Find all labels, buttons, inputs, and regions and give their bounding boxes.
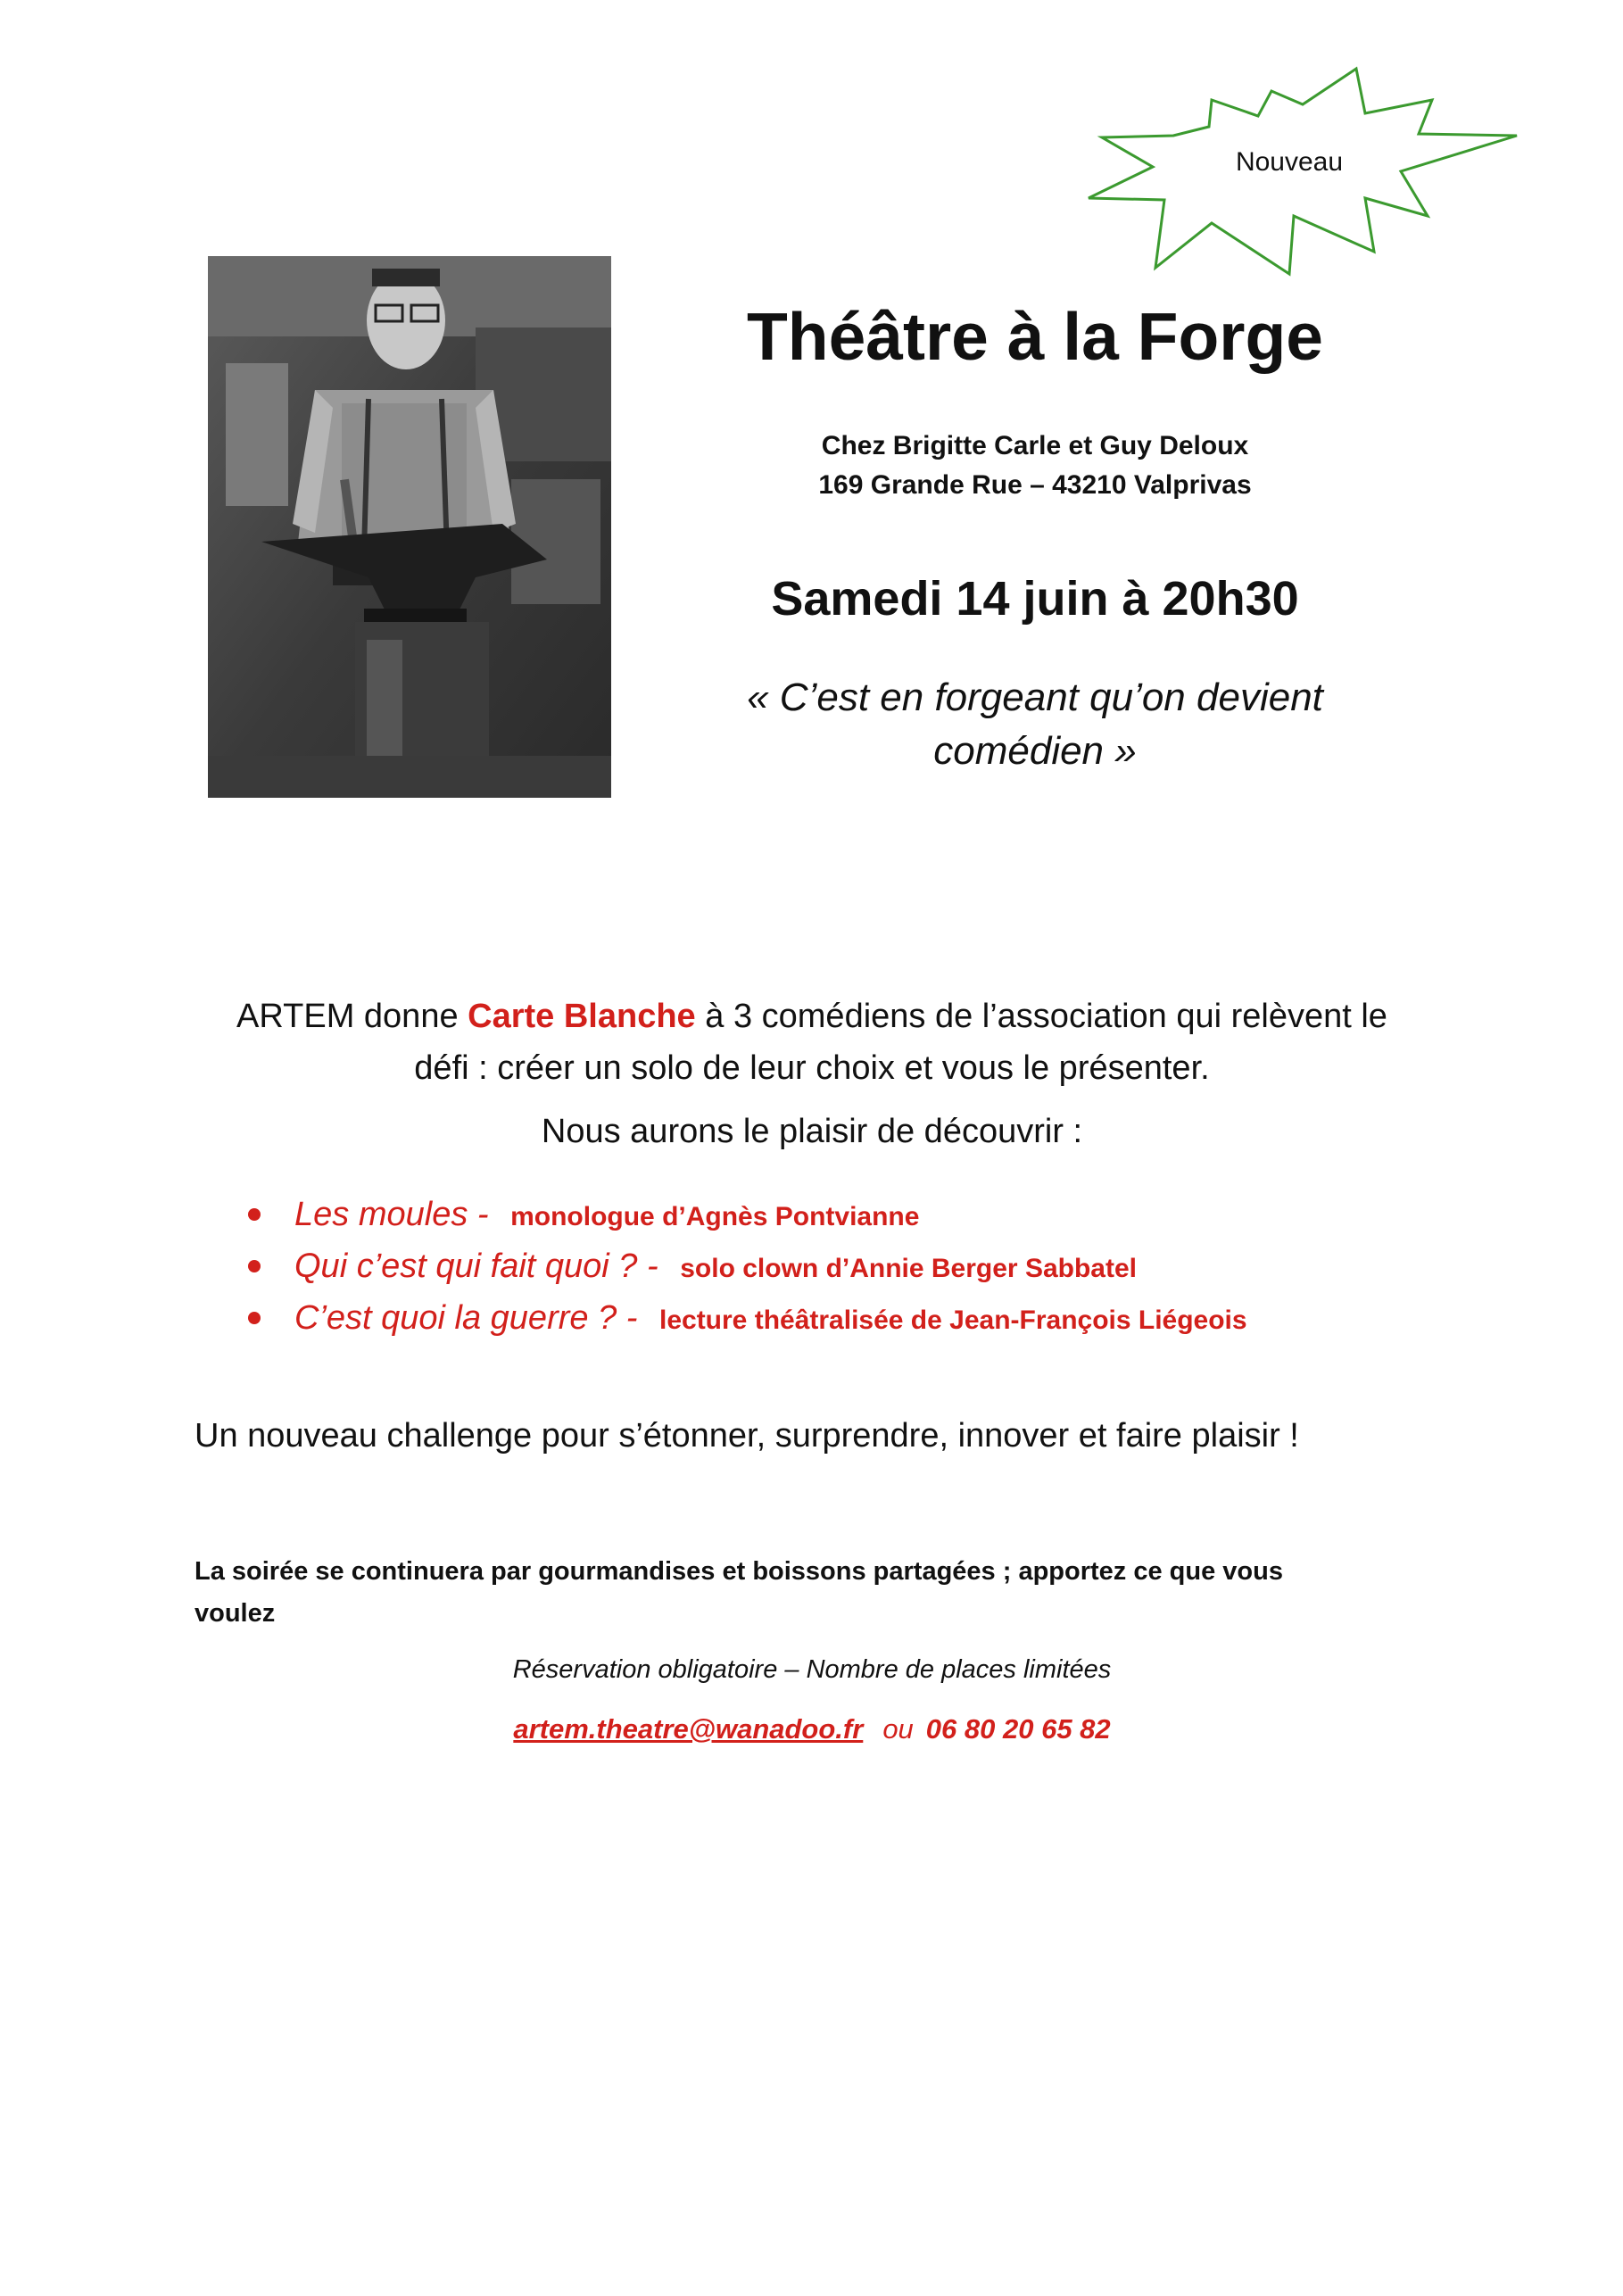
new-badge-label: Nouveau <box>1235 147 1344 177</box>
soiree-text <box>195 1551 1444 1635</box>
bullet-icon <box>248 1312 261 1324</box>
discover-label: Nous aurons le plaisir de découvrir : <box>541 1113 1083 1150</box>
program-item-title: Qui c’est qui fait quoi ? - <box>294 1247 668 1285</box>
bullet-icon <box>248 1260 261 1272</box>
program-item-desc: monologue d’Agnès Pontvianne <box>510 1202 920 1231</box>
intro-paragraph <box>178 991 1445 1094</box>
bullet-icon <box>248 1208 261 1221</box>
reservation-note: Réservation obligatoire – Nombre de places limitées <box>512 1655 1112 1684</box>
program-item-title: C’est quoi la guerre ? - <box>294 1299 647 1337</box>
program-item-desc: solo clown d’Annie Berger Sabbatel <box>680 1254 1137 1283</box>
soiree-line-1: La soirée se continuera par gourmandises et boissons partagées ; apportez ce que vous <box>195 1557 1283 1586</box>
program-list <box>241 1189 1472 1344</box>
list-item <box>241 1292 1472 1344</box>
email-link[interactable]: artem.theatre@wanadoo.fr <box>513 1713 864 1745</box>
event-date: Samedi 14 juin à 20h30 <box>771 572 1299 626</box>
program-item-title: Les moules - <box>294 1196 499 1233</box>
carte-blanche-highlight: Carte Blanche <box>468 998 696 1035</box>
address-line-2: 169 Grande Rue – 43210 Valprivas <box>818 470 1252 500</box>
contact-separator: ou <box>882 1713 914 1745</box>
event-quote <box>678 671 1392 778</box>
quote-line-1: « C’est en forgeant qu’on devient <box>747 676 1323 719</box>
intro-suffix: à 3 comédiens de l’association qui relèvent le <box>695 998 1387 1035</box>
list-item <box>241 1189 1472 1240</box>
intro-prefix: ARTEM donne <box>236 998 468 1035</box>
quote-line-2: comédien » <box>933 729 1137 773</box>
list-item <box>241 1240 1472 1292</box>
phone-number[interactable]: 06 80 20 65 82 <box>925 1713 1111 1745</box>
soiree-line-2: voulez <box>195 1599 276 1628</box>
event-title: Théâtre à la Forge <box>746 299 1324 374</box>
intro-line-1 <box>178 991 1445 1042</box>
intro-line-2: défi : créer un solo de leur choix et vous le présenter. <box>414 1049 1210 1087</box>
address-line-1: Chez Brigitte Carle et Guy Deloux <box>821 431 1249 460</box>
program-item-desc: lecture théâtralisée de Jean-François Liégeois <box>658 1305 1247 1335</box>
contact-line <box>178 1713 1445 1745</box>
blacksmith-photo <box>208 256 611 798</box>
event-address <box>714 427 1356 505</box>
challenge-text: Un nouveau challenge pour s’étonner, surprendre, innover et faire plaisir ! <box>195 1417 1299 1455</box>
